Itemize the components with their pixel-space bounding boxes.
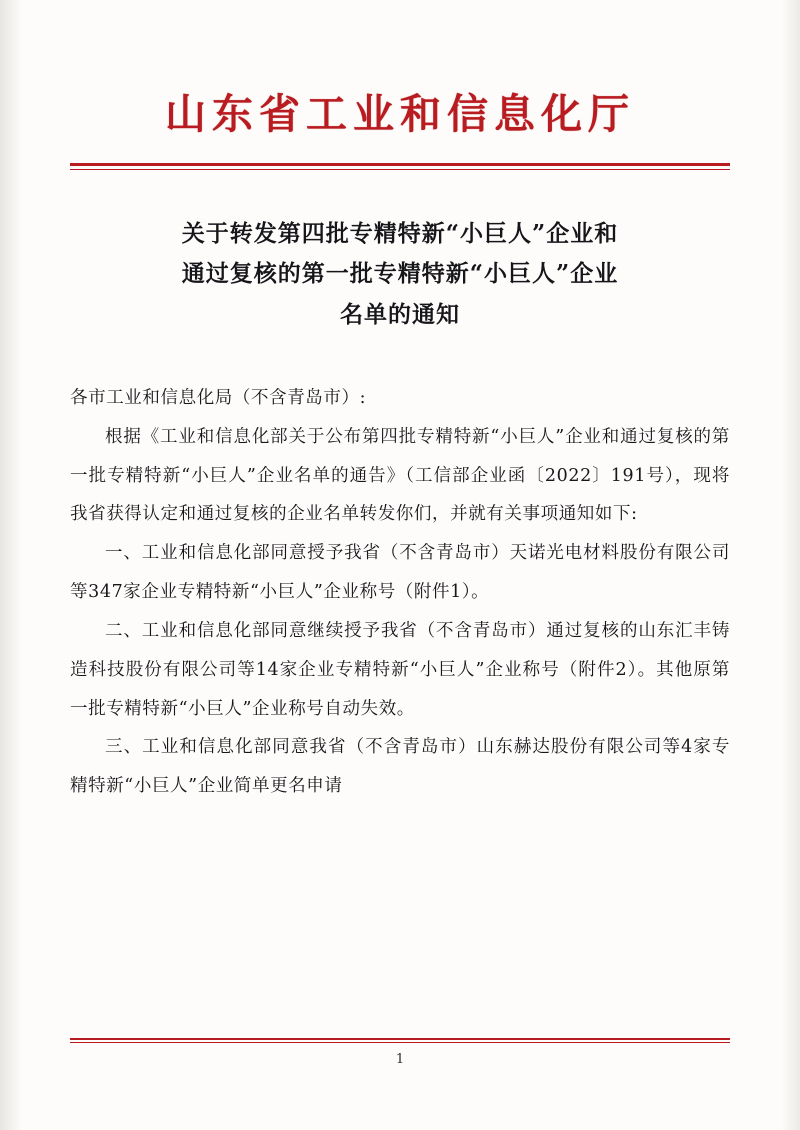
page-content: [70, 0, 730, 1130]
document-title: [70, 214, 730, 335]
masthead-divider-thin: [70, 169, 730, 170]
body-paragraph-3: 二、工业和信息化部同意继续授予我省（不含青岛市）通过复核的山东汇丰铸造科技股份有限公司等14家企业专精特新“小巨人”企业称号（附件2）。其他原第一批专精特新“小巨人”企业称号自动失效。: [70, 620, 730, 719]
page-footer: [70, 1038, 730, 1067]
page-number: 1: [395, 1052, 405, 1067]
footer-divider-thin: [70, 1042, 730, 1043]
masthead-agency-name: 山东省工业和信息化厅: [165, 90, 635, 138]
body-paragraph-4: 三、工业和信息化部同意我省（不含青岛市）山东赫达股份有限公司等4家专精特新“小巨人”企业简单更名申请: [70, 737, 730, 797]
document-title-line-1: 关于转发第四批专精特新“小巨人”企业和: [181, 220, 619, 248]
document-title-line-2: 通过复核的第一批专精特新“小巨人”企业: [181, 260, 619, 288]
body-paragraph-1: 根据《工业和信息化部关于公布第四批专精特新“小巨人”企业和通过复核的第一批专精特新“小巨人”企业名单的通告》（工信部企业函〔2022〕191号），现将我省获得认定和通过复核的企业名单转发你们，并就有关事项通知如下:: [70, 426, 730, 525]
footer-divider-thick: [70, 1038, 730, 1040]
document-title-line-3: 名单的通知: [340, 300, 460, 328]
document-body: [70, 379, 730, 806]
body-paragraph-2: 一、工业和信息化部同意授予我省（不含青岛市）天诺光电材料股份有限公司等347家企业专精特新“小巨人”企业称号（附件1）。: [70, 543, 730, 603]
salutation: 各市工业和信息化局（不含青岛市）:: [70, 387, 367, 408]
masthead-divider-thick: [70, 163, 730, 166]
